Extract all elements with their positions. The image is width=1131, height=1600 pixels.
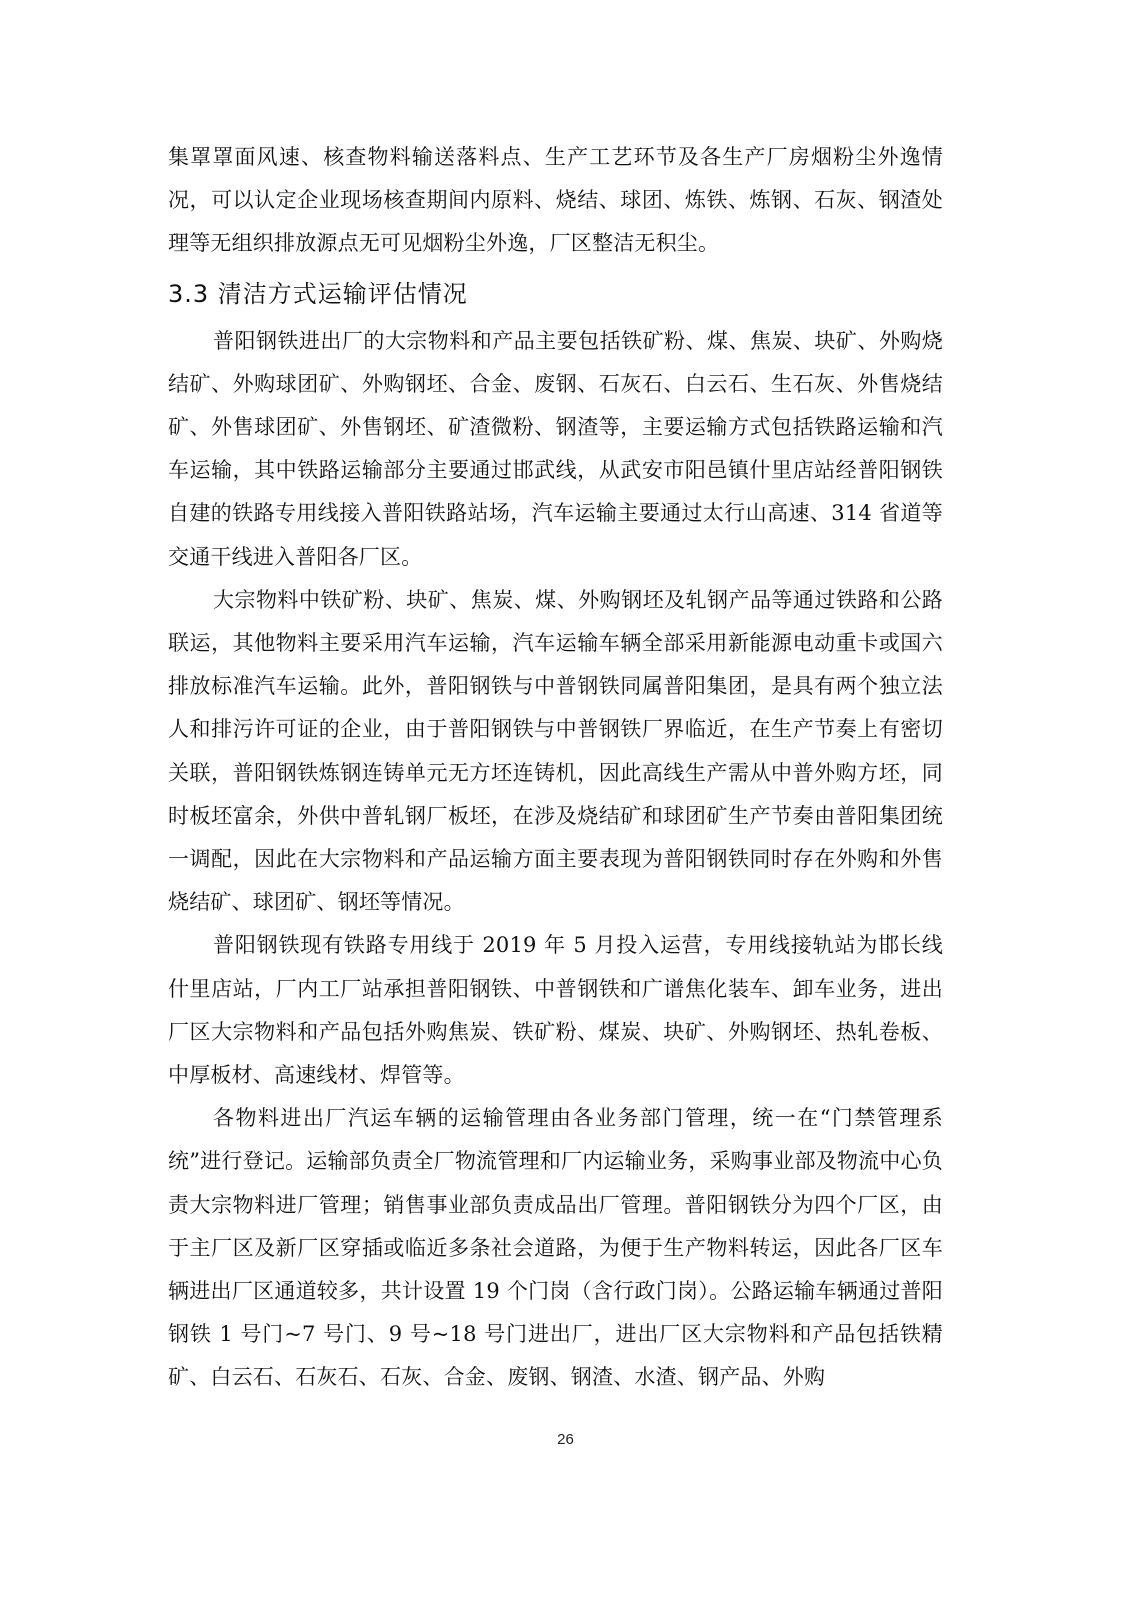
page-number: 26 <box>557 1431 574 1448</box>
paragraph-transport-overview: 普阳钢铁进出厂的大宗物料和产品主要包括铁矿粉、煤、焦炭、块矿、外购烧结矿、外购球团矿、外购钢坯、合金、废钢、石灰石、白云石、生石灰、外售烧结矿、外售球团矿、外售钢坯、矿渣微粉、钢渣等，主要运输方式包括铁路运输和汽车运输，其中铁路运输部分主要通过邯武线，从武安市阳邑镇什里店站经普阳钢铁自建的铁路专用线接入普阳铁路站场，汽车运输主要通过太行山高速、314 省道等交通干线进入普阳各厂区。 <box>168 328 943 569</box>
paragraph-vehicle-management: 各物料进出厂汽运车辆的运输管理由各业务部门管理，统一在“门禁管理系统”进行登记。运输部负责全厂物流管理和厂内运输业务，采购事业部及物流中心负责大宗物料进厂管理；销售事业部负责成品出厂管理。普阳钢铁分为四个厂区，由于主厂区及新厂区穿插或临近多条社会道路，为便于生产物料转运，因此各厂区车辆进出厂区通道较多，共计设置 19 个门岗（含行政门岗）。公路运输车辆通过普阳钢铁 1 号门~7 号门、9 号~18 号门进出厂，进出厂区大宗物料和产品包括铁精矿、白云石、石灰石、石灰、合金、废钢、钢渣、水渣、钢产品、外购 <box>168 1106 943 1390</box>
paragraph-railway-line: 普阳钢铁现有铁路专用线于 2019 年 5 月投入运营，专用线接轨站为邯长线什里店站，厂内工厂站承担普阳钢铁、中普钢铁和广谱焦化装车、卸车业务，进出厂区大宗物料和产品包括外购焦炭、铁矿粉、煤炭、块矿、外购钢坯、热轧卷板、中厚板材、高速线材、焊管等。 <box>168 933 943 1088</box>
paragraph-continued: 集罩罩面风速、核查物料输送落料点、生产工艺环节及各生产厂房烟粉尘外逸情况，可以认定企业现场核查期间内原料、烧结、球团、炼铁、炼钢、石灰、钢渣处理等无组织排放源点无可见烟粉尘外逸，厂区整洁无积尘。 <box>168 145 943 256</box>
page-body <box>168 136 943 1400</box>
section-heading: 3.3 清洁方式运输评估情况 <box>168 279 468 308</box>
paragraph-material-transport: 大宗物料中铁矿粉、块矿、焦炭、煤、外购钢坯及轧钢产品等通过铁路和公路联运，其他物料主要采用汽车运输，汽车运输车辆全部采用新能源电动重卡或国六排放标准汽车运输。此外，普阳钢铁与中普钢铁同属普阳集团，是具有两个独立法人和排污许可证的企业，由于普阳钢铁与中普钢铁厂界临近，在生产节奏上有密切关联，普阳钢铁炼钢连铸单元无方坯连铸机，因此高线生产需从中普外购方坯，同时板坯富余，外供中普轧钢厂板坯，在涉及烧结矿和球团矿生产节奏由普阳集团统一调配，因此在大宗物料和产品运输方面主要表现为普阳钢铁同时存在外购和外售烧结矿、球团矿、钢坯等情况。 <box>168 587 943 915</box>
